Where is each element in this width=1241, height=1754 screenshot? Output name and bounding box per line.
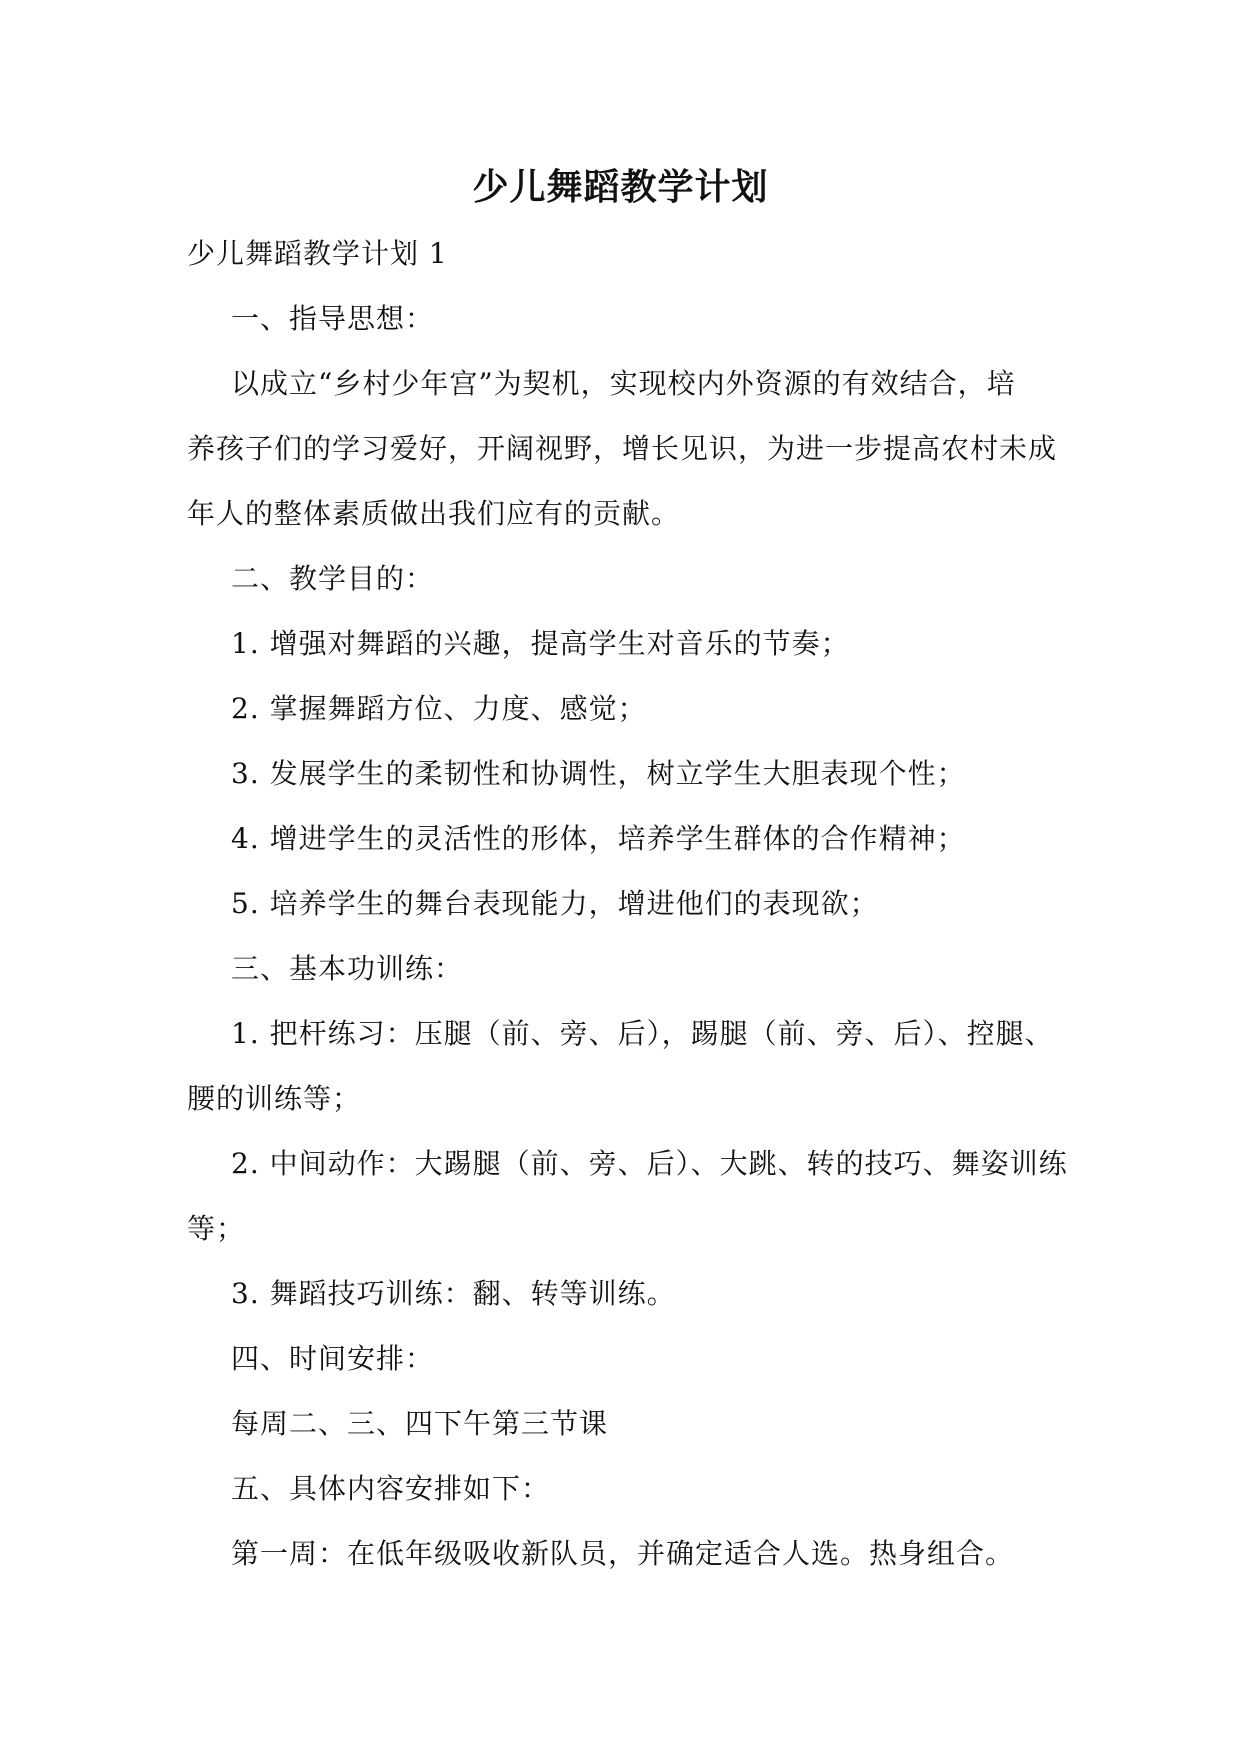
text-line: 3. 发展学生的柔韧性和协调性，树立学生大胆表现个性； (231, 757, 966, 790)
document-title: 少儿舞蹈教学计划 (472, 166, 769, 208)
text-line: 二、教学目的： (231, 562, 435, 595)
text-line: 3. 舞蹈技巧训练：翻、转等训练。 (231, 1277, 676, 1310)
text-line: 三、基本功训练： (231, 952, 464, 985)
text-line: 1. 增强对舞蹈的兴趣，提高学生对音乐的节奏； (231, 627, 850, 660)
document-body (187, 221, 1068, 1586)
text-line: 4. 增进学生的灵活性的形体，培养学生群体的合作精神； (231, 822, 966, 855)
text-line: 等； (187, 1212, 246, 1245)
text-line: 五、具体内容安排如下： (231, 1472, 551, 1505)
text-line: 第一周：在低年级吸收新队员，并确定适合人选。热身组合。 (231, 1537, 1015, 1570)
text-line: 一、指导思想： (231, 302, 435, 335)
text-line: 年人的整体素质做出我们应有的贡献。 (187, 497, 681, 530)
text-line: 5. 培养学生的舞台表现能力，增进他们的表现欲； (231, 887, 879, 920)
text-line: 腰的训练等； (187, 1082, 362, 1115)
text-line: 1. 把杆练习：压腿（前、旁、后），踢腿（前、旁、后）、控腿、 (231, 1017, 1054, 1050)
text-line: 每周二、三、四下午第三节课 (231, 1407, 609, 1440)
text-line: 四、时间安排： (231, 1342, 435, 1375)
text-line: 养孩子们的学习爱好，开阔视野，增长见识，为进一步提高农村未成 (187, 432, 1058, 465)
text-line: 2. 掌握舞蹈方位、力度、感觉； (231, 692, 647, 725)
text-line: 以成立“乡村少年宫”为契机，实现校内外资源的有效结合，培 (231, 367, 1016, 400)
text-line: 2. 中间动作：大踢腿（前、旁、后）、大跳、转的技巧、舞姿训练 (231, 1147, 1068, 1180)
text-line: 少儿舞蹈教学计划 1 (187, 237, 448, 270)
